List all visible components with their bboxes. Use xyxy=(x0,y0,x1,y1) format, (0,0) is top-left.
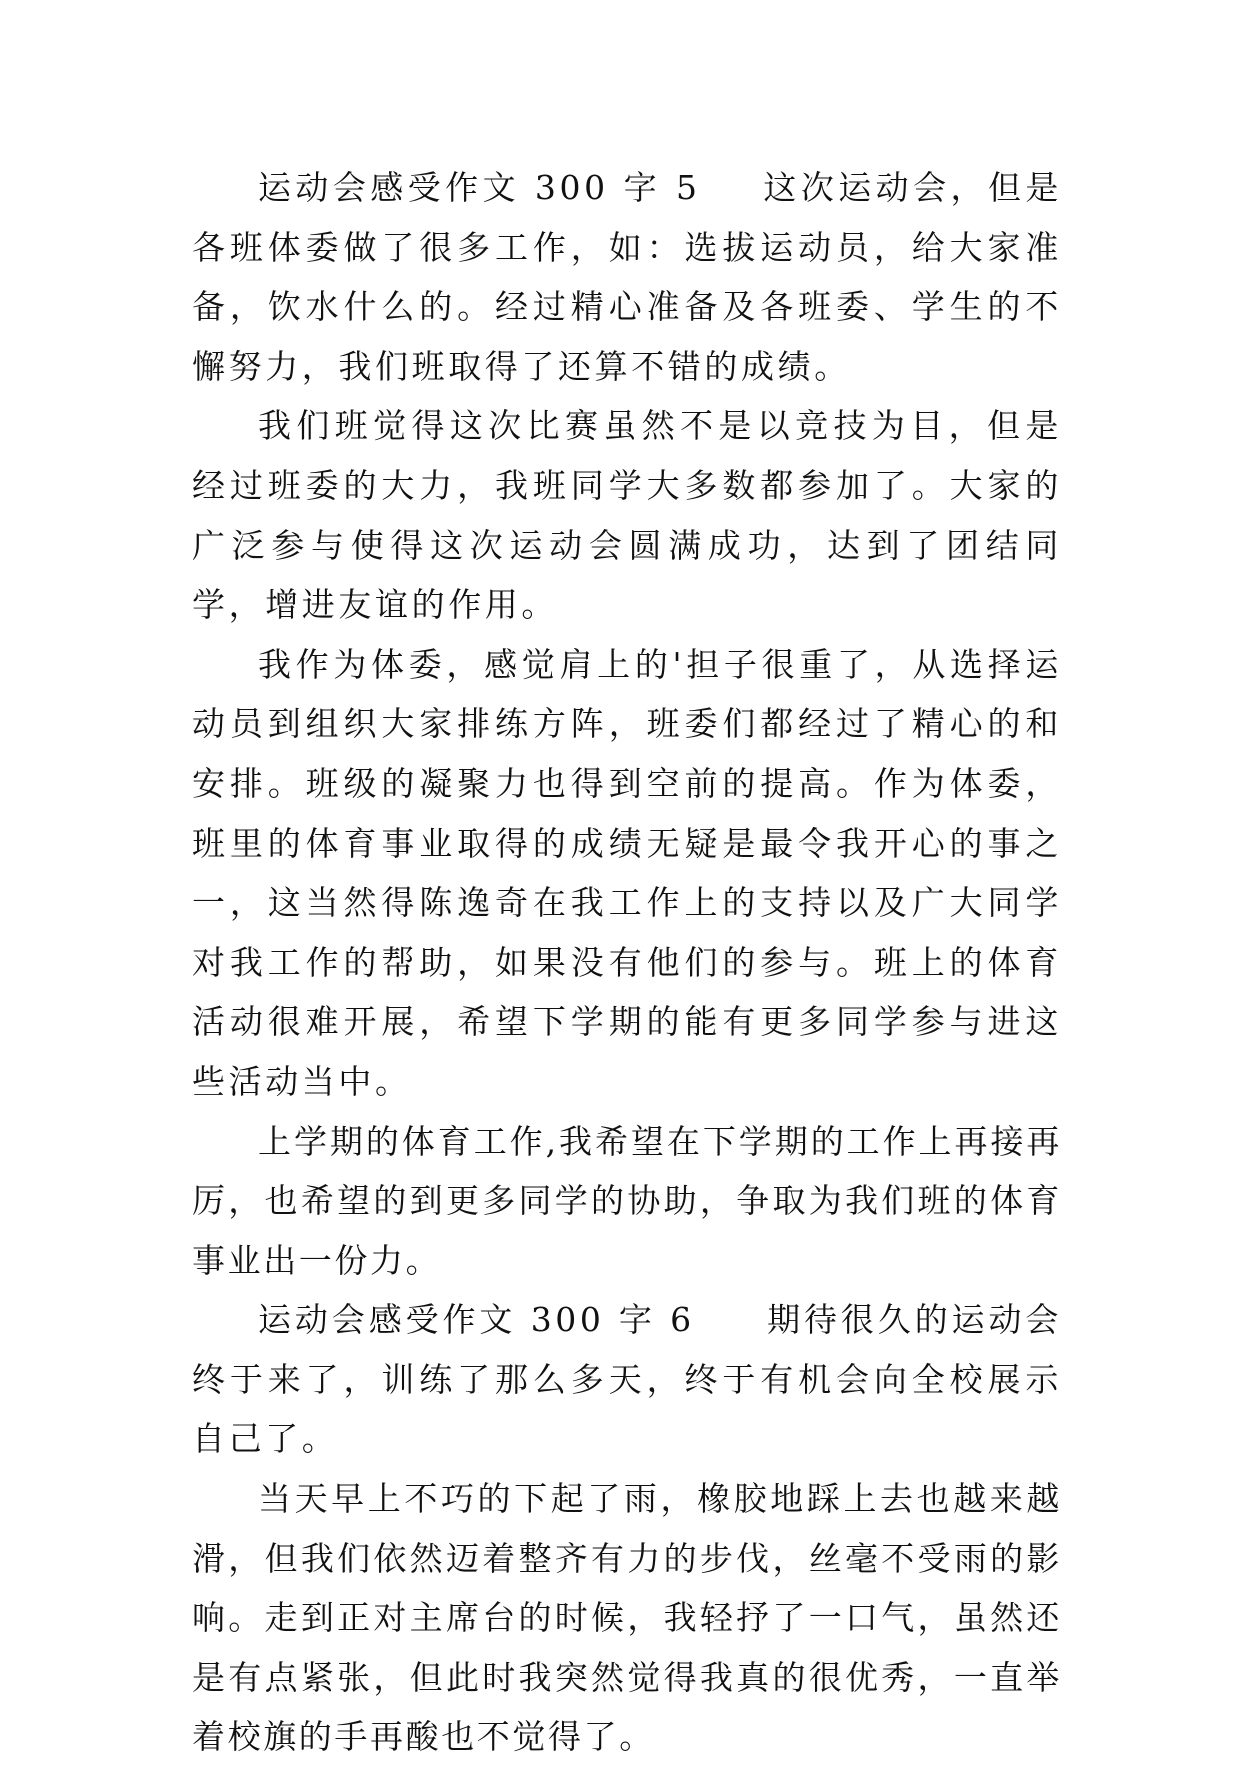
section-heading-5: 运动会感受作文 300 字 5 xyxy=(258,168,701,207)
document-body xyxy=(192,158,1062,1767)
paragraph-5-text: 期待很久的运动会终于来了，训练了那么多天，终于有机会向全校展示自己了。 xyxy=(192,1300,1062,1459)
paragraph-3: 我作为体委，感觉肩上的'担子很重了，从选择运动员到组织大家排练方阵，班委们都经过了精心的和安排。班级的凝聚力也得到空前的提高。作为体委，班里的体育事业取得的成绩无疑是最令我开心的事之一，这当然得陈逸奇在我工作上的支持以及广大同学对我工作的帮助，如果没有他们的参与。班上的体育活动很难开展，希望下学期的能有更多同学参与进这些活动当中。 xyxy=(192,644,1062,1101)
paragraph-6: 当天早上不巧的下起了雨，橡胶地踩上去也越来越滑，但我们依然迈着整齐有力的步伐，丝毫不受雨的影响。走到正对主席台的时候，我轻抒了一口气，虽然还是有点紧张，但此时我突然觉得我真的很优秀，一直举着校旗的手再酸也不觉得了。 xyxy=(192,1479,1062,1757)
paragraph-2: 我们班觉得这次比赛虽然不是以竞技为目，但是经过班委的大力，我班同学大多数都参加了。大家的广泛参与使得这次运动会圆满成功，达到了团结同学，增进友谊的作用。 xyxy=(192,406,1062,625)
paragraph-1-text: 这次运动会，但是各班体委做了很多工作，如：选拔运动员，给大家准备，饮水什么的。经过精心准备及各班委、学生的不懈努力，我们班取得了还算不错的成绩。 xyxy=(192,168,1062,386)
paragraph-4: 上学期的体育工作,我希望在下学期的工作上再接再厉，也希望的到更多同学的协助，争取为我们班的体育事业出一份力。 xyxy=(192,1121,1062,1280)
paragraph-5 xyxy=(192,1290,1062,1469)
section-heading-6: 运动会感受作文 300 字 6 xyxy=(258,1300,695,1340)
paragraph-1 xyxy=(192,158,1062,396)
